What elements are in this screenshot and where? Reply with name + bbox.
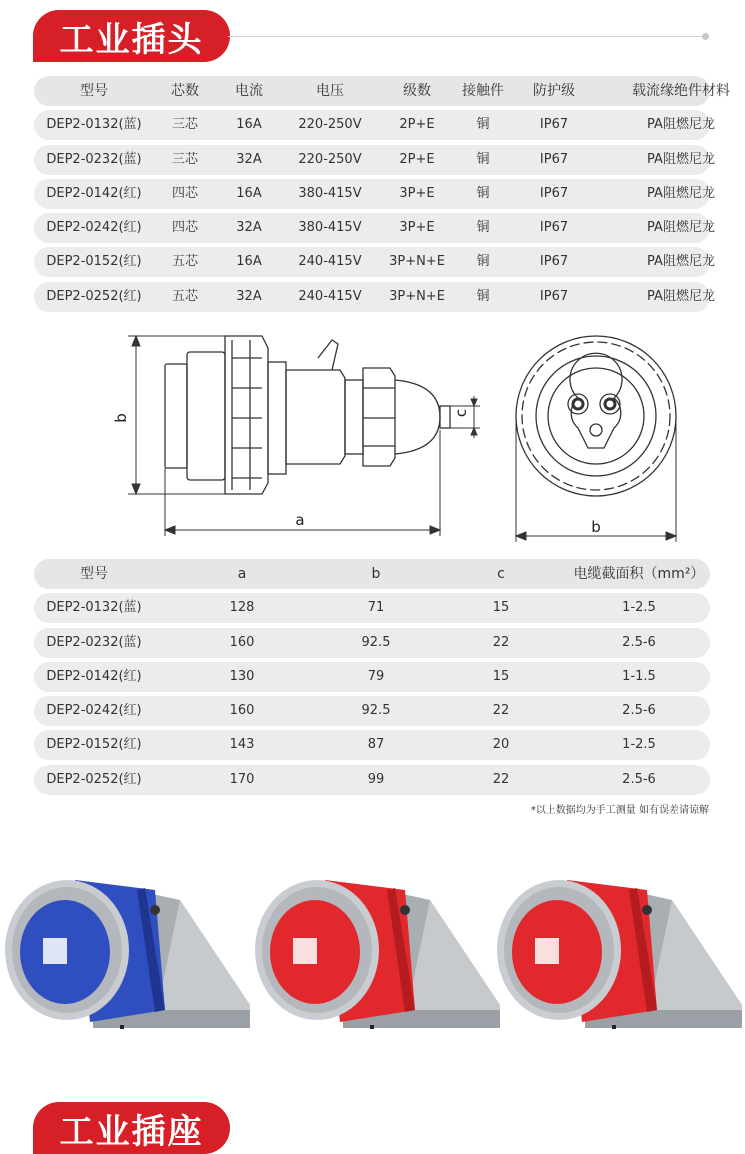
table-cell: 铜 <box>476 220 490 236</box>
table-cell: DEP2-0152(红) <box>46 254 142 270</box>
spec-table <box>34 76 730 316</box>
plug-body-front <box>187 352 225 480</box>
table-row <box>34 179 715 209</box>
table-cell: 160 <box>229 634 255 650</box>
table-cell: 3P+E <box>399 185 435 201</box>
table-cell: IP67 <box>539 254 569 270</box>
table-cell: 128 <box>229 600 255 616</box>
table-cell: 三芯 <box>171 117 198 133</box>
product-socket-image <box>5 860 250 1060</box>
table-cell: 3P+N+E <box>389 288 445 304</box>
table-row <box>34 696 710 726</box>
table-cell: DEP2-0252(红) <box>46 288 142 304</box>
dimension-diagram <box>0 318 745 548</box>
label-b-side: b <box>112 413 130 423</box>
column-header: c <box>497 566 505 582</box>
table-cell: 16A <box>236 185 262 201</box>
table-row <box>34 730 710 760</box>
table-cell: 380-415V <box>298 220 362 236</box>
table-cell: 3P+N+E <box>389 254 445 270</box>
table-cell: 2P+E <box>399 151 435 167</box>
table-cell: 79 <box>367 668 385 684</box>
product-socket-image <box>497 860 742 1060</box>
plug-front-view <box>516 336 676 496</box>
table-row <box>34 593 710 623</box>
table-cell: 143 <box>229 737 255 753</box>
table-cell: DEP2-0132(蓝) <box>46 600 142 616</box>
table-row <box>34 662 710 692</box>
table-cell: DEP2-0232(蓝) <box>46 634 142 650</box>
table-cell: 四芯 <box>171 220 198 236</box>
table-cell: 32A <box>236 288 262 304</box>
plug-main-body <box>286 370 345 464</box>
table-cell: 16A <box>236 117 262 133</box>
dimension-table-header <box>34 559 710 589</box>
table-cell: 92.5 <box>361 703 391 719</box>
column-header: 级数 <box>403 83 431 99</box>
table-cell: PA阻燃尼龙 <box>647 117 715 133</box>
table-cell: 170 <box>229 771 255 787</box>
table-cell: IP67 <box>539 117 569 133</box>
table-row <box>34 247 715 277</box>
table-cell: 2P+E <box>399 117 435 133</box>
table-cell: 2.5-6 <box>622 634 656 650</box>
table-cell: PA阻燃尼龙 <box>647 151 715 167</box>
table-cell: IP67 <box>539 151 569 167</box>
table-cell: 71 <box>367 600 385 616</box>
table-cell: 15 <box>492 600 510 616</box>
table-cell: 220-250V <box>298 151 362 167</box>
table-cell: 20 <box>492 737 510 753</box>
cable-gland-cap <box>395 380 440 454</box>
table-cell: DEP2-0152(红) <box>46 737 142 753</box>
table-cell: 380-415V <box>298 185 362 201</box>
column-header: 接触件 <box>462 83 504 99</box>
table-cell: 铜 <box>476 185 490 201</box>
table-cell: 220-250V <box>298 117 362 133</box>
table-cell: 32A <box>236 220 262 236</box>
label-a: a <box>295 511 305 529</box>
table-cell: 铜 <box>476 254 490 270</box>
table-cell: DEP2-0242(红) <box>46 703 142 719</box>
table-cell: 铜 <box>476 117 490 133</box>
table-cell: 240-415V <box>298 288 362 304</box>
table-cell: DEP2-0232(蓝) <box>46 151 142 167</box>
section-title-plug: 工业插头 <box>33 10 230 62</box>
table-cell: 160 <box>229 703 255 719</box>
column-header: b <box>371 566 381 582</box>
table-cell: IP67 <box>539 220 569 236</box>
table-cell: 15 <box>492 668 510 684</box>
table-cell: 92.5 <box>361 634 391 650</box>
column-header: 芯数 <box>171 83 199 99</box>
product-socket-image <box>255 860 500 1060</box>
table-cell: IP67 <box>539 288 569 304</box>
product-photos <box>0 860 745 1060</box>
table-cell: 87 <box>367 737 385 753</box>
table-row <box>34 110 715 140</box>
table-cell: PA阻燃尼龙 <box>647 185 715 201</box>
dimension-table <box>34 559 710 799</box>
table-cell: 五芯 <box>171 288 198 304</box>
table-cell: 3P+E <box>399 220 435 236</box>
measurement-note: *以上数据均为手工测量 如有误差请谅解 <box>530 805 709 816</box>
table-cell: 99 <box>367 771 385 787</box>
table-cell: DEP2-0142(红) <box>46 185 142 201</box>
table-cell: 1-2.5 <box>622 737 656 753</box>
table-row <box>34 213 715 243</box>
table-cell: IP67 <box>539 185 569 201</box>
table-row <box>34 282 715 312</box>
section-title-socket: 工业插座 <box>33 1102 230 1154</box>
table-cell: PA阻燃尼龙 <box>647 254 715 270</box>
table-cell: 130 <box>229 668 255 684</box>
column-header: 型号 <box>80 83 108 99</box>
plug-rear-cap <box>165 364 187 468</box>
table-cell: DEP2-0142(红) <box>46 668 142 684</box>
spec-table-header <box>34 76 730 106</box>
table-cell: 22 <box>492 634 510 650</box>
column-header: 型号 <box>80 566 108 582</box>
table-cell: DEP2-0252(红) <box>46 771 142 787</box>
table-cell: 1-1.5 <box>622 668 656 684</box>
table-cell: 22 <box>492 771 510 787</box>
table-cell: 三芯 <box>171 151 198 167</box>
table-cell: DEP2-0242(红) <box>46 220 142 236</box>
cable-gland-nut <box>363 368 395 466</box>
table-cell: 五芯 <box>171 254 198 270</box>
table-cell: 2.5-6 <box>622 703 656 719</box>
column-header: 电缆截面积（mm²） <box>573 566 705 582</box>
table-row <box>34 145 715 175</box>
divider-dot <box>702 33 709 40</box>
title-divider <box>228 36 704 37</box>
label-c: c <box>452 408 470 418</box>
table-cell: 1-2.5 <box>622 600 656 616</box>
table-cell: 铜 <box>476 288 490 304</box>
table-cell: 2.5-6 <box>622 771 656 787</box>
table-cell: 32A <box>236 151 262 167</box>
column-header: a <box>237 566 247 582</box>
table-cell: 16A <box>236 254 262 270</box>
table-row <box>34 765 710 795</box>
column-header: 载流缘绝件材料 <box>632 83 730 99</box>
table-cell: 铜 <box>476 151 490 167</box>
label-b-front: b <box>591 518 601 536</box>
column-header: 防护级 <box>533 83 575 99</box>
table-cell: 240-415V <box>298 254 362 270</box>
table-cell: PA阻燃尼龙 <box>647 288 715 304</box>
table-row <box>34 628 710 658</box>
column-header: 电压 <box>316 83 344 99</box>
table-cell: DEP2-0132(蓝) <box>46 117 142 133</box>
table-cell: PA阻燃尼龙 <box>647 220 715 236</box>
table-cell: 22 <box>492 703 510 719</box>
column-header: 电流 <box>235 83 263 99</box>
table-cell: 四芯 <box>171 185 198 201</box>
